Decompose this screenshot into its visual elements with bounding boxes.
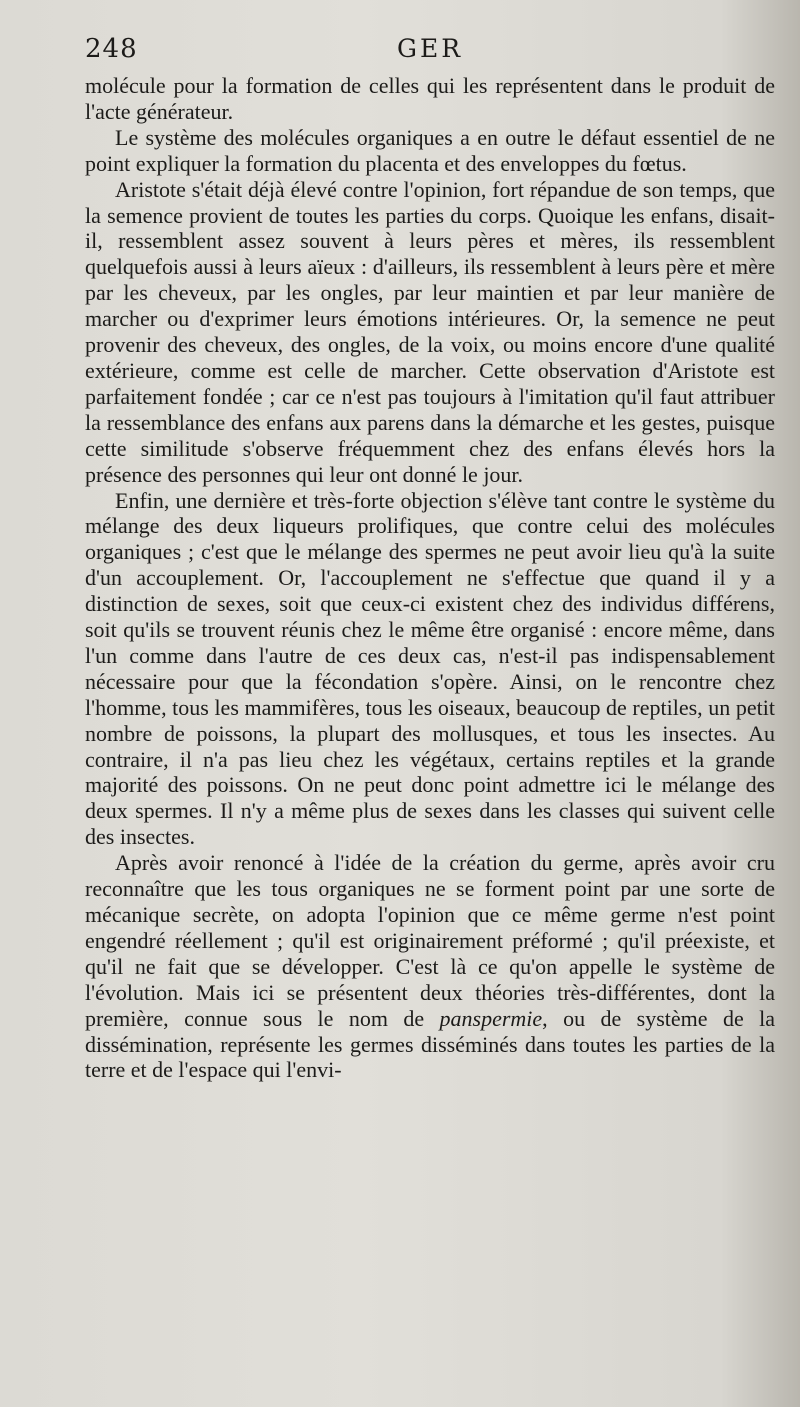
paragraph-evolution-text-before: Après avoir renoncé à l'idée de la création du germe, après avoir cru reconnaître que les tous organiques ne se forment point par une sorte de mécanique secrète, on adopta l'opinion que ce même germe n'est point engendré réellement ; qu'il est originairement préformé ; qu'il préexiste, et qu'il ne fait que se développer. C'est là ce qu'on appelle le système de l'évolution. Mais ici se présentent deux théories très-différentes, dont la première, connue sous le nom de	[85, 850, 775, 1031]
running-head: GER	[396, 34, 464, 63]
page-header	[85, 34, 775, 74]
paragraph-molecules-system: Le système des molécules organiques a en outre le défaut essentiel de ne point expliquer la formation du placenta et des enveloppes du fœtus.	[85, 124, 775, 176]
paragraph-aristote: Aristote s'était déjà élevé contre l'opinion, fort répandue de son temps, que la semence provient de toutes les parties du corps. Quoique les enfans, disait-il, ressemblent assez souvent à leurs pères et mères, ils ressemblent quelquefois aussi à leurs aïeux : d'ailleurs, ils ressemblent à leurs père et mère par les cheveux, par les ongles, par leur maintien et par leur manière de marcher ou d'exprimer leurs émotions intérieures. Or, la semence ne peut provenir des cheveux, des ongles, de la voix, ou moins encore d'une qualité extérieure, comme est celle de marcher. Cette observation d'Aristote est parfaitement fondée ; car ce n'est pas toujours à l'imitation qu'il faut attribuer la ressemblance des enfans aux parens dans la démarche et les gestes, puisque cette similitude s'observe fréquemment chez des enfans élevés hors la présence des personnes qui leur ont donné le jour.	[85, 176, 775, 487]
italic-term-panspermie: panspermie	[439, 1005, 543, 1031]
paragraph-continuation: molécule pour la formation de celles qui les représentent dans le produit de l'acte générateur.	[85, 73, 775, 124]
paragraph-evolution-text-after: , ou de système de la dissémination, représente les germes disséminés dans toutes les parties de la terre et de l'espace qui l'envi-	[85, 1005, 775, 1083]
paragraph-evolution	[85, 850, 775, 1083]
page-number: 248	[85, 34, 138, 64]
body-text	[85, 73, 775, 1083]
paragraph-objection: Enfin, une dernière et très-forte objection s'élève tant contre le système du mélange des deux liqueurs prolifiques, que contre celui des molécules organiques ; c'est que le mélange des spermes ne peut avoir lieu qu'à la suite d'un accouplement. Or, l'accouplement ne s'effectue que quand il y a distinction de sexes, soit que ceux-ci existent chez des individus différens, soit qu'ils se trouvent réunis chez le même être organisé : encore même, dans l'un comme dans l'autre de ces deux cas, n'est-il pas indispensablement nécessaire pour que la fécondation s'opère. Ainsi, on le rencontre chez l'homme, tous les mammifères, tous les oiseaux, beaucoup de reptiles, un petit nombre de poissons, la plupart des mollusques, et tous les insectes. Au contraire, il n'a pas lieu chez les végétaux, certains reptiles et la grande majorité des poissons. On ne peut donc point admettre ici le mélange des deux spermes. Il n'y a même plus de sexes dans les classes qui suivent celle des insectes.	[85, 487, 775, 850]
